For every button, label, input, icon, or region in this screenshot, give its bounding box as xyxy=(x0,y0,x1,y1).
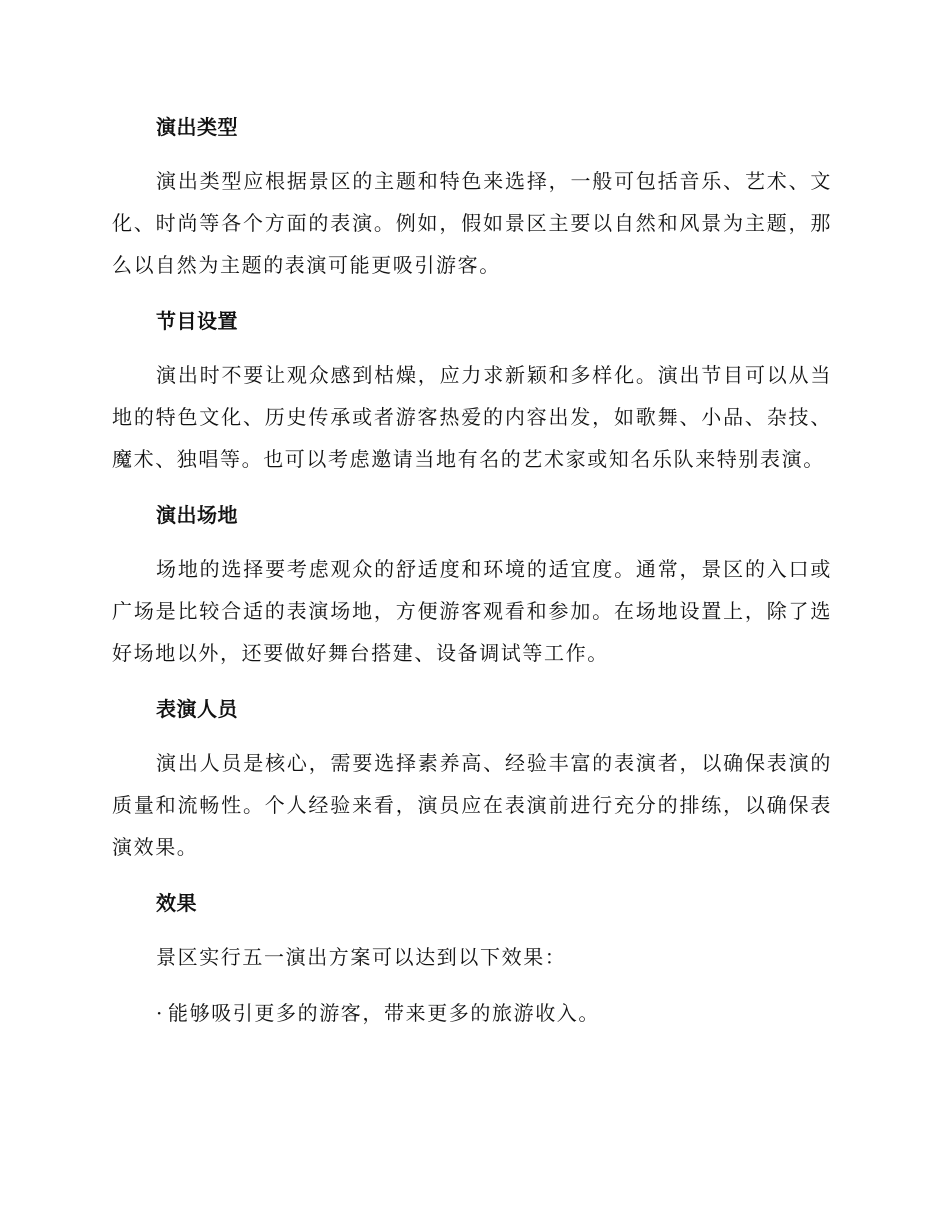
bullet-item xyxy=(112,992,832,1034)
section-heading-effects: 效果 xyxy=(156,891,197,915)
section-body-performance-type: 演出类型应根据景区的主题和特色来选择，一般可包括音乐、艺术、文化、时尚等各个方面的表演。例如，假如景区主要以自然和风景为主题，那么以自然为主题的表演可能更吸引游客。 xyxy=(112,169,832,277)
section-heading-program-setup: 节目设置 xyxy=(156,309,238,333)
document-content xyxy=(112,106,832,1034)
section-body-effects: 景区实行五一演出方案可以达到以下效果： xyxy=(156,945,567,969)
bullet-marker: · xyxy=(156,1001,164,1025)
section-body-performers: 演出人员是核心，需要选择素养高、经验丰富的表演者，以确保表演的质量和流畅性。个人经验来看，演员应在表演前进行充分的排练，以确保表演效果。 xyxy=(112,751,832,859)
section-heading-venue: 演出场地 xyxy=(156,503,238,527)
section-body-venue: 场地的选择要考虑观众的舒适度和环境的适宜度。通常，景区的入口或广场是比较合适的表演场地，方便游客观看和参加。在场地设置上，除了选好场地以外，还要做好舞台搭建、设备调试等工作。 xyxy=(112,557,832,665)
bullet-text: 能够吸引更多的游客，带来更多的旅游收入。 xyxy=(168,1001,600,1025)
section-heading-performers: 表演人员 xyxy=(156,697,238,721)
section-heading-performance-type: 演出类型 xyxy=(156,115,238,139)
section-body-program-setup: 演出时不要让观众感到枯燥，应力求新颖和多样化。演出节目可以从当地的特色文化、历史传承或者游客热爱的内容出发，如歌舞、小品、杂技、魔术、独唱等。也可以考虑邀请当地有名的艺术家或知名乐队来特别表演。 xyxy=(112,363,832,471)
